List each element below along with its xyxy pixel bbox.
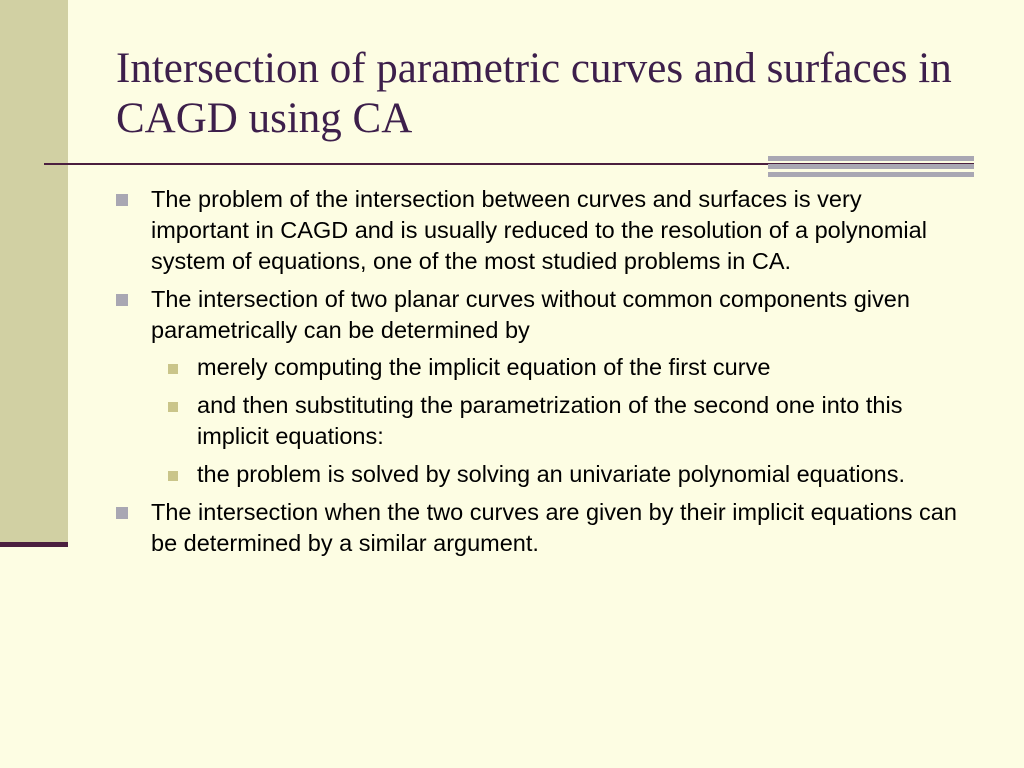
sub-bullet-item (151, 390, 966, 452)
slide-title: Intersection of parametric curves and surfaces in CAGD using CA (116, 45, 952, 142)
square-bullet-icon (116, 194, 128, 206)
square-bullet-icon (116, 294, 128, 306)
bullet-text: The intersection when the two curves are given by their implicit equations can be determined by a similar argument. (151, 499, 957, 556)
bullet-item (116, 284, 966, 490)
sub-bullet-list (151, 352, 966, 490)
small-square-bullet-icon (168, 364, 178, 374)
bullet-text: The problem of the intersection between curves and surfaces is very important in CAGD and is usually reduced to the resolution of a polynomial system of equations, one of the most studied problems in CA. (151, 186, 927, 274)
small-square-bullet-icon (168, 471, 178, 481)
stripe (768, 164, 974, 169)
bullet-list (116, 184, 966, 566)
bullet-item (116, 497, 966, 559)
left-band-underline (0, 542, 68, 547)
stripe (768, 156, 974, 161)
decorative-stripes (768, 156, 974, 178)
square-bullet-icon (116, 507, 128, 519)
bullet-text: The intersection of two planar curves without common components given parametrically can be determined by (151, 286, 910, 343)
left-accent-band (0, 0, 68, 545)
sub-bullet-text: merely computing the implicit equation of the first curve (197, 354, 771, 380)
bullet-item (116, 184, 966, 277)
sub-bullet-text: and then substituting the parametrization of the second one into this implicit equations: (197, 392, 903, 449)
sub-bullet-item (151, 459, 966, 490)
small-square-bullet-icon (168, 402, 178, 412)
sub-bullet-item (151, 352, 966, 383)
sub-bullet-text: the problem is solved by solving an univariate polynomial equations. (197, 461, 906, 487)
stripe (768, 172, 974, 177)
